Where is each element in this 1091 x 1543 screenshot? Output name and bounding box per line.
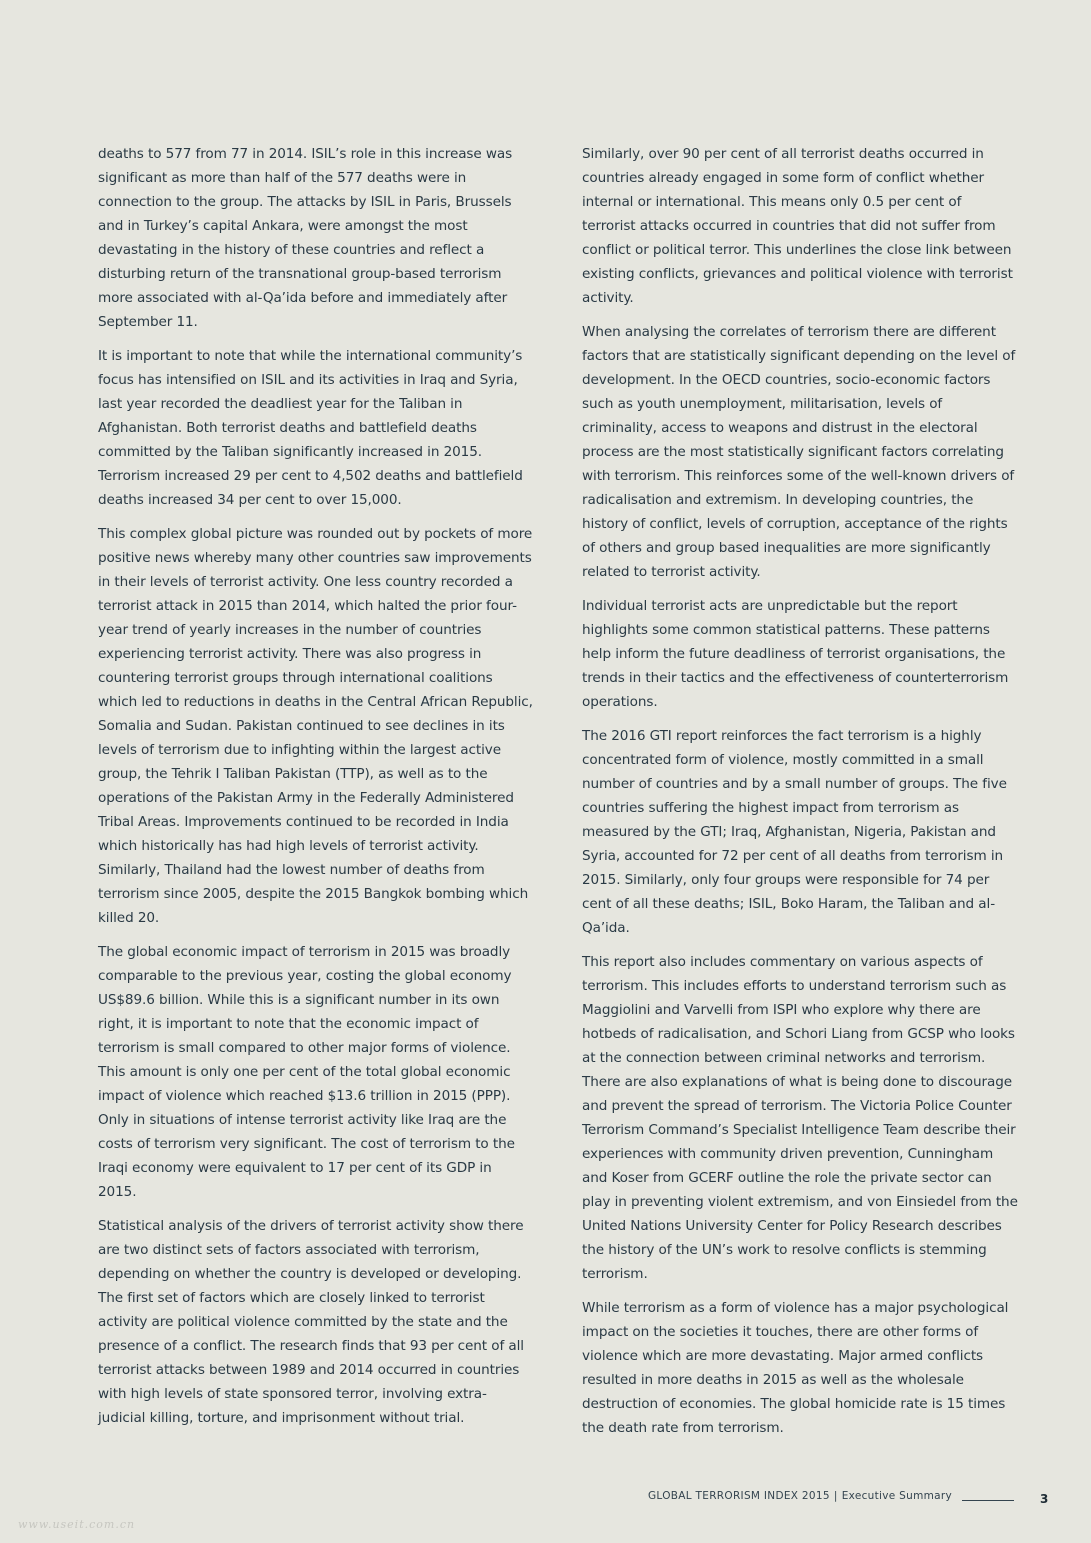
paragraph-concentration: The 2016 GTI report reinforces the fact terrorism is a highly concentrated form of violence, mostly committed in a small number of countries and by a small number of groups. The five countries suffering the highest impact from terrorism as measured by the GTI; Iraq, Afghanistan, Nigeria, Pakistan and Syria, accounted for 72 per cent of all deaths from terrorism in 2015. Similarly, only four groups were responsible for 74 per cent of all these deaths; ISIL, Boko Haram, the Taliban and al-Qa’ida.	[582, 728, 1007, 936]
watermark: www.useit.com.cn	[18, 1518, 136, 1531]
right-column	[582, 142, 1018, 1450]
paragraph-isil-deaths: deaths to 577 from 77 in 2014. ISIL’s role in this increase was significant as more than half of the 577 deaths were in connection to the group. The attacks by ISIL in Paris, Brussels and in Turkey’s capital Ankara, were amongst the most devastating in the history of these countries and reflect a disturbing return of the transnational group-based terrorism more associated with al-Qa’ida before and immediately after September 11.	[98, 146, 513, 330]
page-footer	[648, 1490, 952, 1502]
footer-publication-title: GLOBAL TERRORISM INDEX 2015	[648, 1490, 830, 1502]
paragraph-positive-news: This complex global picture was rounded out by pockets of more positive news whereby many other countries saw improvements in their levels of terrorist activity. One less country recorded a terrorist attack in 2015 than 2014, which halted the prior four-year trend of yearly increases in the number of countries experiencing terrorist activity. There was also progress in countering terrorist groups through international coalitions which led to reductions in deaths in the Central African Republic, Somalia and Sudan. Pakistan continued to see declines in its levels of terrorism due to infighting within the largest active group, the Tehrik I Taliban Pakistan (TTP), as well as to the operations of the Pakistan Army in the Federally Administered Tribal Areas. Improvements continued to be recorded in India which historically has had high levels of terrorist activity. Similarly, Thailand had the lowest number of deaths from terrorism since 2005, despite the 2015 Bangkok bombing which killed 20.	[98, 526, 533, 926]
footer-separator: |	[833, 1490, 838, 1502]
paragraph-other-violence: While terrorism as a form of violence has a major psychological impact on the societies it touches, there are other forms of violence which are more devastating. Major armed conflicts resulted in more deaths in 2015 as well as the wholesale destruction of economies. The global homicide rate is 15 times the death rate from terrorism.	[582, 1300, 1009, 1436]
paragraph-statistical-patterns: Individual terrorist acts are unpredictable but the report highlights some common statistical patterns. These patterns help inform the future deadliness of terrorist organisations, the trends in their tactics and the effectiveness of counterterrorism operations.	[582, 598, 1009, 710]
page-number: 3	[1040, 1492, 1049, 1506]
paragraph-commentary: This report also includes commentary on various aspects of terrorism. This includes efforts to understand terrorism such as Maggiolini and Varvelli from ISPI who explore why there are hotbeds of radicalisation, and Schori Liang from GCSP who looks at the connection between criminal networks and terrorism. There are also explanations of what is being done to discourage and prevent the spread of terrorism. The Victoria Police Counter Terrorism Command’s Specialist Intelligence Team describe their experiences with community driven prevention, Cunningham and Koser from GCERF outline the role the private sector can play in preventing violent extremism, and von Einsiedel from the United Nations University Center for Policy Research describes the history of the UN’s work to resolve conflicts is stemming terrorism.	[582, 954, 1018, 1282]
paragraph-statistical-analysis: Statistical analysis of the drivers of terrorist activity show there are two distinct sets of factors associated with terrorism, depending on whether the country is developed or developing. The first set of factors which are closely linked to terrorist activity are political violence committed by the state and the presence of a conflict. The research finds that 93 per cent of all terrorist attacks between 1989 and 2014 occurred in countries with high levels of state sponsored terror, involving extra-judicial killing, torture, and imprisonment without trial.	[98, 1218, 524, 1426]
footer-section-title: Executive Summary	[841, 1490, 952, 1502]
left-column	[98, 142, 534, 1440]
paragraph-conflict-link: Similarly, over 90 per cent of all terrorist deaths occurred in countries already engaged in some form of conflict whether internal or international. This means only 0.5 per cent of terrorist attacks occurred in countries that did not suffer from conflict or political terror. This underlines the close link between existing conflicts, grievances and political violence with terrorist activity.	[582, 146, 1013, 306]
footer-rule	[962, 1500, 1014, 1501]
paragraph-economic-impact: The global economic impact of terrorism in 2015 was broadly comparable to the previous year, costing the global economy US$89.6 billion. While this is a significant number in its own right, it is important to note that the economic impact of terrorism is small compared to other major forms of violence. This amount is only one per cent of the total global economic impact of violence which reached $13.6 trillion in 2015 (PPP). Only in situations of intense terrorist activity like Iraq are the costs of terrorism very significant. The cost of terrorism to the Iraqi economy were equivalent to 17 per cent of its GDP in 2015.	[98, 944, 515, 1200]
paragraph-correlates: When analysing the correlates of terrorism there are different factors that are statistically significant depending on the level of development. In the OECD countries, socio-economic factors such as youth unemployment, militarisation, levels of criminality, access to weapons and distrust in the electoral process are the most statistically significant factors correlating with terrorism. This reinforces some of the well-known drivers of radicalisation and extremism. In developing countries, the history of conflict, levels of corruption, acceptance of the rights of others and group based inequalities are more significantly related to terrorist activity.	[582, 324, 1016, 580]
paragraph-taliban: It is important to note that while the international community’s focus has intensified on ISIL and its activities in Iraq and Syria, last year recorded the deadliest year for the Taliban in Afghanistan. Both terrorist deaths and battlefield deaths committed by the Taliban significantly increased in 2015. Terrorism increased 29 per cent to 4,502 deaths and battlefield deaths increased 34 per cent to over 15,000.	[98, 348, 523, 508]
